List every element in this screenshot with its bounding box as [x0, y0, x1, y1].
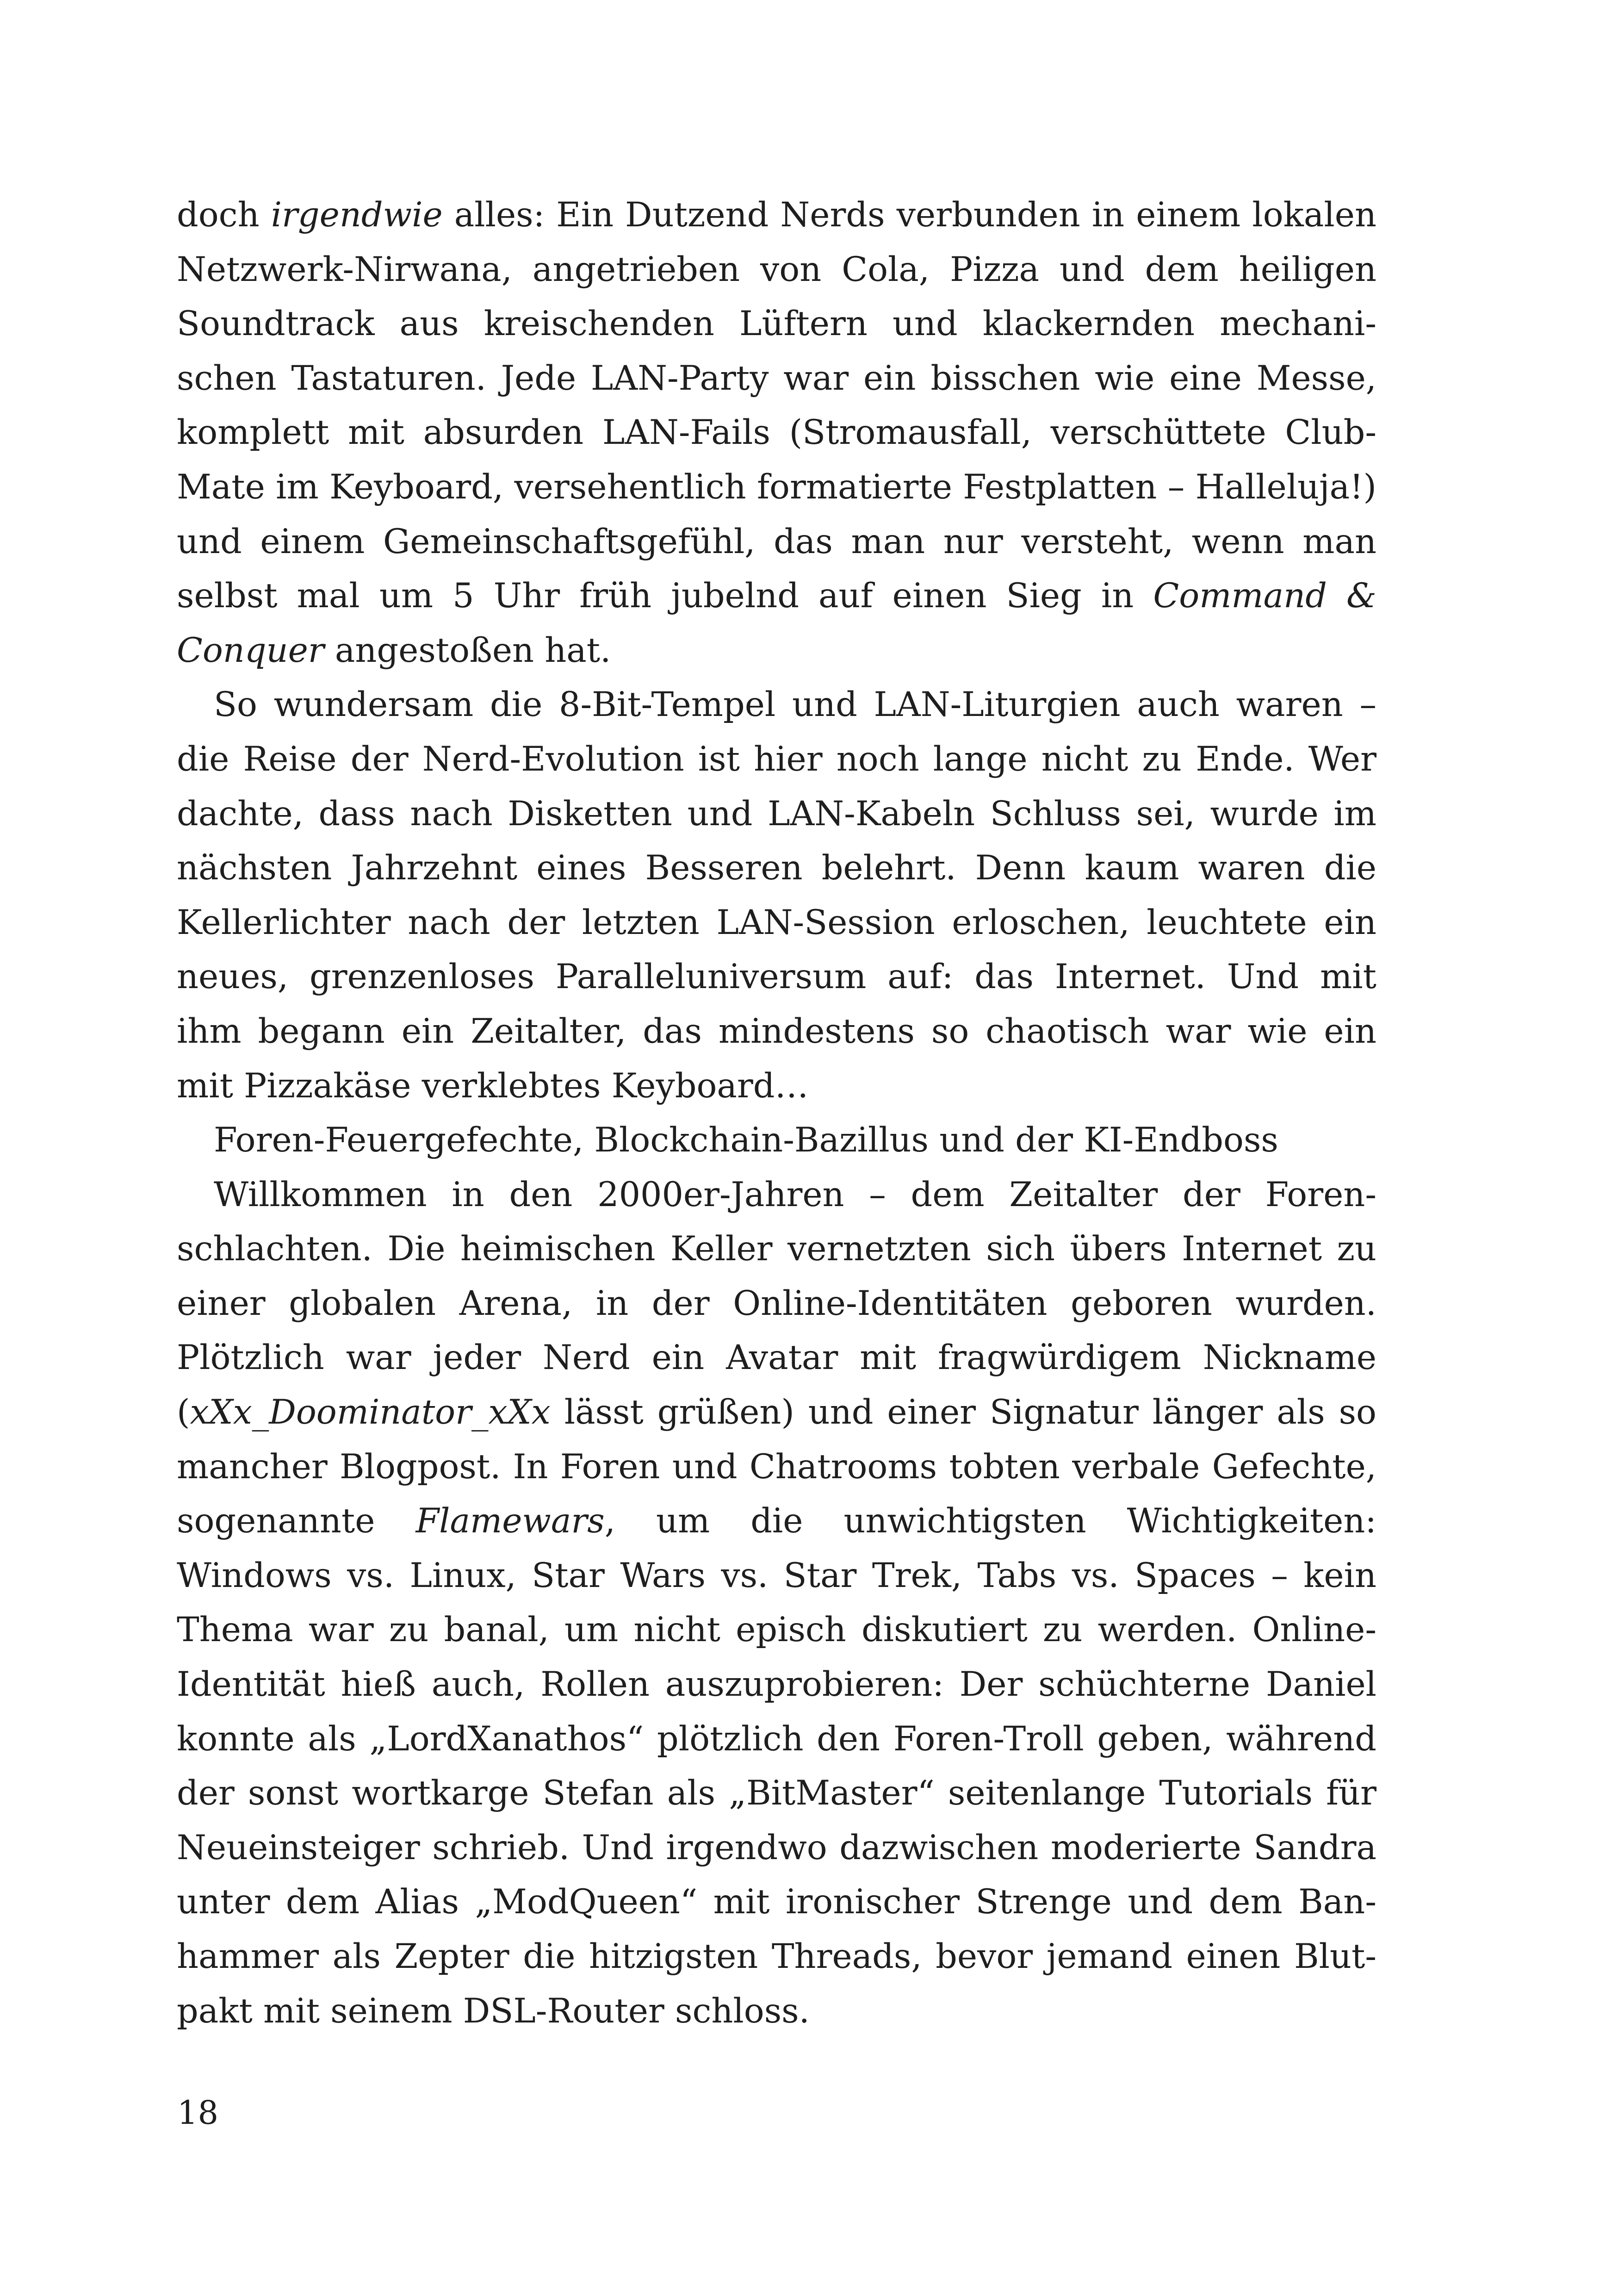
emphasis-text: irgendwie: [271, 195, 443, 235]
emphasis-text: Command & Conquer: [177, 576, 1376, 670]
text-segment: lässt grüßen) und einer Signatur länger als so mancher Blogpost. In Foren und Chatrooms tobten verbale Gefechte, sogenannte: [177, 1393, 1376, 1541]
section-heading-text: Foren-Feuergefechte, Blockchain-Bazillus und der KI-Endboss: [214, 1120, 1278, 1160]
emphasis-text: xXx_Doominator_xXx: [190, 1393, 551, 1432]
section-heading: [177, 1113, 1376, 1168]
page-number: 18: [177, 2094, 219, 2132]
text-segment: angestoßen hat.: [324, 630, 611, 670]
text-segment: So wundersam die 8-Bit-Tempel und LAN-Liturgien auch waren – die Reise der Nerd-Evolution ist hier noch lange nicht zu Ende. Wer dachte, dass nach Disketten und LAN-Kabeln Schluss sei, wurde im nächsten Jahrzehnt eines Besseren belehrt. Denn kaum waren die Kellerlichter nach der letzten LAN-Session erloschen, leuchtete ein neues, grenzenloses Paralleluniversum auf: das Internet. Und mit ihm begann ein Zeitalter, das mindestens so chaotisch war wie ein mit Pizzakäse verklebtes Keyboard…: [177, 685, 1376, 1106]
paragraph-forum-era: [177, 1168, 1376, 2039]
paragraph-lan-party: [177, 188, 1376, 678]
text-segment: doch: [177, 195, 271, 235]
main-text-column: [177, 188, 1376, 2038]
paragraph-nerd-evolution: [177, 678, 1376, 1113]
text-segment: , um die unwichtigsten Wichtigkeiten: Windows vs. Linux, Star Wars vs. Star Trek, Tabs vs. Spaces – kein Thema war zu banal, um nicht episch diskutiert zu werden. Online-Identität hieß auch, Rollen auszuprobieren: Der schüchterne Daniel konnte als „LordXanathos“ plötzlich den Foren-Troll geben, während der sonst wortkarge Stefan als „BitMaster“ seitenlange Tutorials für Neueinsteiger schrieb. Und irgendwo dazwischen moderierte Sandra unter dem Alias „ModQueen“ mit ironischer Strenge und dem Banhammer als Zepter die hitzigsten Threads, bevor jemand einen Blutpakt mit seinem DSL-Router schloss.: [177, 1501, 1376, 2031]
text-segment: Willkommen in den 2000er-Jahren – dem Zeitalter der Forenschlachten. Die heimischen Keller vernetzten sich übers Internet zu einer globalen Arena, in der Online-Identitäten geboren wurden. Plötzlich war jeder Nerd ein Avatar mit fragwürdigem Nickname (: [177, 1175, 1376, 1432]
emphasis-text: Flamewars: [415, 1501, 605, 1541]
text-segment: alles: Ein Dutzend Nerds verbunden in einem lokalen Netzwerk-Nirwana, angetrieben von Cola, Pizza und dem heiligen Soundtrack aus kreischenden Lüftern und klackernden mechanischen Tastaturen. Jede LAN-Party war ein bisschen wie eine Messe, komplett mit absurden LAN-Fails (Stromausfall, verschüttete Club-Mate im Keyboard, versehentlich formatierte Festplatten – Halleluja!) und einem Gemeinschaftsgefühl, das man nur versteht, wenn man selbst mal um 5 Uhr früh jubelnd auf einen Sieg in: [177, 195, 1376, 616]
